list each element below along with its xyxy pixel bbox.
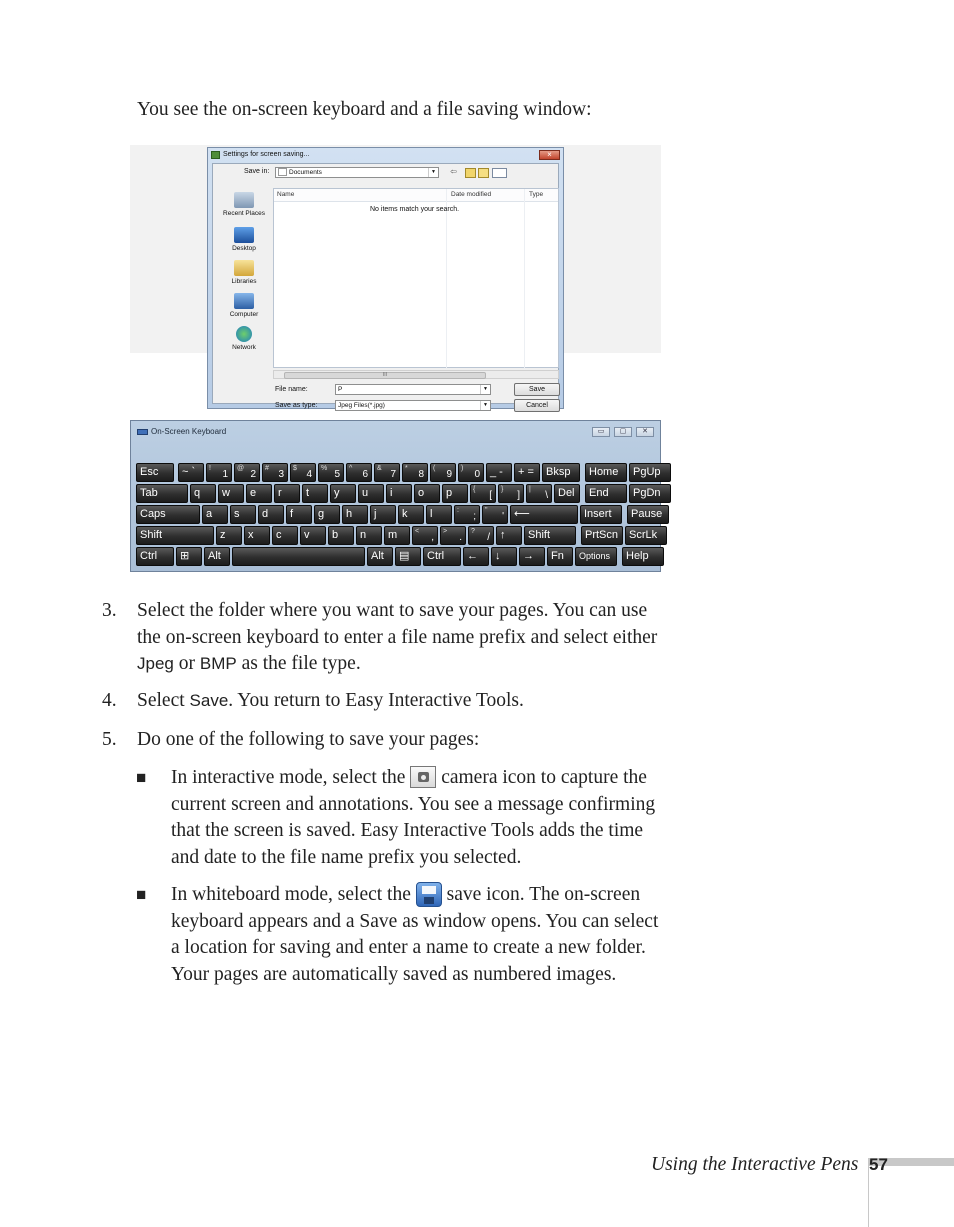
key-q[interactable] [190,484,216,503]
bullet-text-part: In interactive mode, select the [171,767,411,788]
key-6[interactable] [346,463,372,482]
key-symbol[interactable] [470,484,496,503]
key-label: s [234,508,240,520]
key-symbol[interactable] [514,463,540,482]
keyboard-title: On-Screen Keyboard [151,427,227,436]
key-symbol[interactable] [491,547,517,566]
key-shift-label: * [405,465,408,472]
key-main-label: 1 [222,469,228,480]
key-label: f [290,508,294,520]
key-label: Tab [140,487,158,499]
key-b[interactable] [328,526,354,545]
key-main-label: 3 [278,469,284,480]
key-label: z [220,529,226,541]
key-y[interactable] [330,484,356,503]
key-z[interactable] [216,526,242,545]
key-symbol[interactable] [176,547,202,566]
key-del[interactable] [554,484,580,503]
key-u[interactable] [358,484,384,503]
key-f[interactable] [286,505,312,524]
folder-icon [278,168,287,176]
key-shift-label: ! [209,465,211,472]
key-label: t [306,487,310,499]
key-label: Ctrl [427,550,445,562]
key-l[interactable] [426,505,452,524]
key-label: m [388,529,398,541]
back-icon[interactable]: ⇦ [450,167,457,176]
key-label: ScrLk [629,529,658,541]
dialog-close-button[interactable]: × [539,150,560,160]
key-g[interactable] [314,505,340,524]
key-label: y [334,487,340,499]
key-label: Home [589,466,619,478]
step-text-part: Select the folder where you want to save your pages. You can use the on-screen keyboard to enter a file name prefix and select either [137,600,658,648]
bullet-text-part: camera icon to capture the current screen and annotations. You see a message confirming that the screen is saved. Easy Interactive Tools adds the time and date to the file name prefix you selected. [171,767,656,868]
key-label: w [222,487,230,499]
key-e[interactable] [246,484,272,503]
file-list-header [274,189,558,202]
scroll-grip: III [382,372,388,378]
key-label: PgDn [633,487,661,499]
key-pgup[interactable] [629,463,671,482]
key-main-label: 6 [362,469,368,480]
bullet-text-part: In whiteboard mode, select the [171,884,416,905]
key-main-label: 9 [446,469,452,480]
key-label: ↓ [495,550,501,562]
key-end[interactable] [585,484,627,503]
place-desktop[interactable] [213,227,275,252]
key-label: x [248,529,254,541]
key-label: i [390,487,393,499]
key-a[interactable] [202,505,228,524]
key-d[interactable] [258,505,284,524]
section-title: Using the Interactive Pens [651,1154,859,1175]
bullet-text-part: save icon. The on-screen keyboard appears and a Save as window opens. You can select a location for saving and enter a name to create a new folder. Your pages are automatically saved as numbered images. [171,884,659,985]
key-label: v [304,529,310,541]
place-computer[interactable] [213,293,275,318]
chevron-down-icon: ▼ [480,401,490,410]
key-insert[interactable] [580,505,622,524]
place-label: Recent Places [223,210,265,217]
key-symbol[interactable] [412,526,438,545]
step-text-part: as the file type. [236,653,361,674]
horizontal-scrollbar[interactable] [273,370,559,379]
save-in-label: Save in: [244,168,270,175]
key-shift-label: } [501,486,504,493]
key-main-label: \ [545,490,548,501]
key-label: ⊞ [180,550,190,562]
key-8[interactable] [402,463,428,482]
save-type-label: Save as type: [275,402,318,409]
step-number: 5. [102,729,117,750]
key-label: d [262,508,269,520]
camera-icon [410,766,436,788]
key-label: → [523,550,534,562]
step-text [137,688,667,715]
key-label: g [318,508,325,520]
key-symbol[interactable] [468,526,494,545]
key-i[interactable] [386,484,412,503]
key-v[interactable] [300,526,326,545]
place-libraries[interactable] [213,260,275,285]
key-label: c [276,529,282,541]
file-name-input[interactable] [335,384,491,395]
key-shift-label: $ [293,465,297,472]
key-j[interactable] [370,505,396,524]
on-screen-keyboard [130,420,661,572]
key-label: r [278,487,282,499]
key-o[interactable] [414,484,440,503]
step-text-part: . You return to Easy Interactive Tools. [228,690,524,711]
dialog-title: Settings for screen saving... [223,151,310,158]
column-type[interactable]: Type [529,191,544,198]
column-divider [524,189,525,369]
key-p[interactable] [442,484,468,503]
key-bksp[interactable] [542,463,580,482]
key-symbol[interactable] [454,505,480,524]
key-main-label: ' [502,511,504,522]
key-shift-label: & [377,465,382,472]
file-name-label: File name: [275,386,308,393]
key-label: Fn [551,550,564,562]
key-main-label: 4 [306,469,312,480]
key-label: Shift [140,529,163,541]
key-label: Options [579,551,611,561]
key-label: p [446,487,453,499]
key-label: o [418,487,425,499]
key-symbol[interactable] [440,526,466,545]
key-label: Pause [631,508,663,520]
step-text: Do one of the following to save your pages: [137,729,480,750]
ui-term-bmp: BMP [199,654,237,673]
key-symbol[interactable] [498,484,524,503]
key-shift-label: > [443,528,448,535]
key-s[interactable] [230,505,256,524]
save-type-select[interactable] [335,400,491,411]
column-date-modified[interactable]: Date modified [451,191,492,198]
key-shift-label: ( [433,465,436,472]
key-shift-label: # [265,465,269,472]
key-main-label: , [431,532,434,543]
place-label: Libraries [231,278,257,285]
key-symbol[interactable] [395,547,421,566]
key-label: Help [626,550,649,562]
network-icon [236,326,252,342]
ui-term-jpeg: Jpeg [137,654,174,673]
key-label: ← [467,550,478,562]
chevron-down-icon: ▼ [428,168,438,177]
key-symbol[interactable] [486,463,512,482]
ui-term-save: Save [189,691,229,710]
key-fn[interactable] [547,547,573,566]
minimize-button[interactable]: ▭ [592,427,610,437]
key-ctrl[interactable] [423,547,461,566]
key-shift[interactable] [524,526,576,545]
key-main-label: ] [517,490,520,501]
key-label: Shift [528,529,551,541]
key-symbol[interactable] [482,505,508,524]
key-shift-label: ? [471,528,475,535]
key-esc[interactable] [136,463,174,482]
key-shift-label: { [473,486,476,493]
key-shift[interactable] [136,526,214,545]
key-0[interactable] [458,463,484,482]
key-label: a [206,508,213,520]
save-type-value: Jpeg Files(*.jpg) [338,402,385,409]
chevron-down-icon: ▼ [480,385,490,394]
cancel-button[interactable]: Cancel [514,399,560,412]
key-5[interactable] [318,463,344,482]
place-label: Computer [229,311,259,318]
key-x[interactable] [244,526,270,545]
key-m[interactable] [384,526,410,545]
key-main-label: 2 [250,469,256,480]
key-label: Bksp [546,466,571,478]
save-button[interactable]: Save [514,383,560,396]
computer-icon [234,293,254,309]
key-label: PrtScn [585,529,619,541]
save-dialog [207,147,564,409]
key-label: u [362,487,369,499]
key-main-label: 7 [390,469,396,480]
key-main-label: 8 [418,469,424,480]
step-number: 4. [102,690,117,711]
key-alt[interactable] [367,547,393,566]
key-label: End [589,487,609,499]
key-shift-label: @ [237,465,245,472]
up-folder-icon[interactable] [465,168,476,178]
key-scrlk[interactable] [625,526,667,545]
key-h[interactable] [342,505,368,524]
key-label: n [360,529,367,541]
key-main-label: [ [489,490,492,501]
key-main-label: 0 [474,469,480,480]
key-symbol[interactable] [463,547,489,566]
key-main-label: 5 [334,469,340,480]
key-prtscn[interactable] [581,526,623,545]
key-2[interactable] [234,463,260,482]
key-label: Caps [140,508,166,520]
key-w[interactable] [218,484,244,503]
key-shift-label: ^ [349,465,353,472]
dialog-body [212,163,559,409]
key-t[interactable] [302,484,328,503]
bullet-marker: ■ [136,885,147,904]
key-label: b [332,529,339,541]
key-label: Insert [584,508,612,520]
place-recent[interactable] [213,192,275,217]
key-pgdn[interactable] [629,484,671,503]
key-caps[interactable] [136,505,200,524]
key-label: h [346,508,353,520]
key-alt[interactable] [204,547,230,566]
key-pause[interactable] [627,505,669,524]
key-shift-label: ) [461,465,464,472]
maximize-button[interactable]: ▢ [614,427,632,437]
dialog-titlebar [208,148,563,162]
place-label: Desktop [232,245,256,252]
file-list[interactable] [273,188,559,368]
desktop-icon [234,227,254,243]
save-in-value: Documents [289,169,322,176]
key-symbol[interactable] [526,484,552,503]
key-label: PgUp [633,466,661,478]
key-label: ~ ` [182,466,196,478]
key-label: Esc [140,466,159,478]
key-shift-label: < [415,528,420,535]
key-label: Alt [208,550,221,562]
empty-message: No items match your search. [370,206,460,213]
screenshot-figure [130,145,661,573]
key-label: Del [558,487,575,499]
keyboard-icon [137,429,148,435]
key-k[interactable] [398,505,424,524]
key-label: j [374,508,377,520]
key-symbol[interactable] [519,547,545,566]
file-name-value: P [338,386,343,393]
step-number: 3. [102,600,117,621]
key-options[interactable] [575,547,617,566]
place-network[interactable] [213,326,275,351]
key-shift-label: : [457,507,459,514]
key-label: + = [518,466,534,478]
key-r[interactable] [274,484,300,503]
bullet-marker: ■ [136,768,147,787]
key-shift-label: | [529,486,531,493]
step-text [137,598,667,678]
key-symbol[interactable] [510,505,578,524]
key-label: _ - [490,466,503,478]
key-main-label: . [459,532,462,543]
key-label: k [402,508,408,520]
place-label: Network [232,344,256,351]
key-7[interactable] [374,463,400,482]
key-label: Alt [371,550,384,562]
key-tab[interactable] [136,484,188,503]
scroll-thumb[interactable] [284,372,486,379]
save-icon [416,882,442,907]
recent-places-icon [234,192,254,208]
key-home[interactable] [585,463,627,482]
key-1[interactable] [206,463,232,482]
key-label: Ctrl [140,550,158,562]
key-3[interactable] [262,463,288,482]
key-label: l [430,508,433,520]
key-label: q [194,487,201,499]
key-n[interactable] [356,526,382,545]
key-shift-label: % [321,465,328,472]
key-c[interactable] [272,526,298,545]
bullet-text [171,882,666,988]
step-text-part: or [173,653,200,674]
page-number: 57 [869,1155,888,1174]
key-help[interactable] [622,547,664,566]
key-ctrl[interactable] [136,547,174,566]
app-icon [211,151,220,159]
key-shift-label: " [485,507,488,514]
key-label: e [250,487,257,499]
new-folder-icon[interactable] [478,168,489,178]
column-divider [446,189,447,369]
key-main-label: / [487,532,490,543]
key-label: ▤ [399,550,410,562]
step-text-part: Select [137,690,190,711]
key-9[interactable] [430,463,456,482]
key-label: ⟵ [514,508,530,520]
view-menu-icon[interactable] [492,168,507,178]
key-main-label: ; [473,511,476,522]
save-in-select[interactable] [275,167,439,178]
close-button[interactable]: ✕ [636,427,654,437]
bullet-text [171,765,666,871]
libraries-icon [234,260,254,276]
column-name[interactable]: Name [277,191,295,198]
key-key[interactable] [232,547,365,566]
intro-text: You see the on-screen keyboard and a file saving window: [137,99,592,120]
key-symbol[interactable] [496,526,522,545]
key-symbol[interactable] [178,463,204,482]
key-4[interactable] [290,463,316,482]
key-label: ↑ [500,529,506,541]
